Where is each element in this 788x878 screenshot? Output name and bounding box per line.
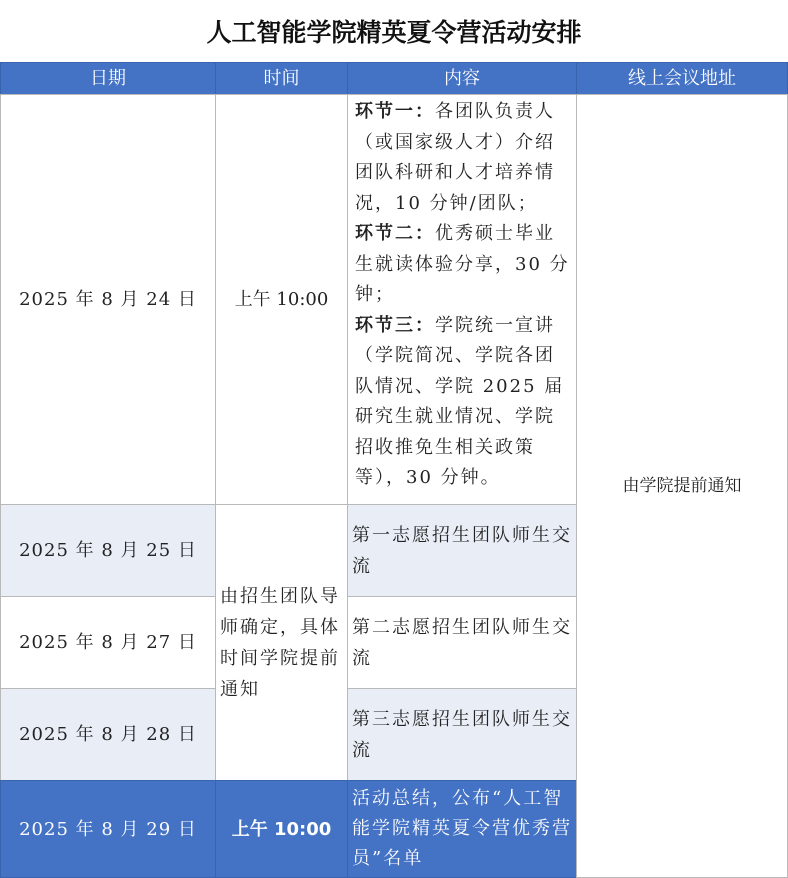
session-2-label: 环节二：: [355, 223, 435, 244]
header-time: 时间: [215, 62, 348, 95]
session-1: [355, 97, 570, 219]
row-date-0825: 2025 年 8 月 25 日: [0, 504, 216, 597]
row-content-0829: 活动总结，公布“人工智能学院精英夏令营优秀营员”名单: [347, 780, 577, 878]
session-3-text: 学院统一宣讲（学院简况、学院各团队情况、学院 2025 届研究生就业情况、学院招收推免生相关政策等），30 分钟。: [355, 314, 565, 488]
row-date-0828: 2025 年 8 月 28 日: [0, 688, 216, 781]
session-2-text: 优秀硕士毕业生就读体验分享，30 分钟；: [355, 223, 570, 305]
merged-time-cell: 由招生团队导师确定，具体时间学院提前通知: [215, 504, 348, 781]
session-1-text: 各团队负责人（或国家级人才）介绍团队科研和人才培养情况，10 分钟/团队；: [355, 101, 555, 214]
row-date-0829: 2025 年 8 月 29 日: [0, 780, 216, 878]
row-date-0824: 2025 年 8 月 24 日: [0, 94, 216, 505]
session-3-label: 环节三：: [355, 314, 435, 336]
row-content-0824: [347, 94, 577, 505]
header-date: 日期: [0, 62, 216, 95]
row-time-0829: 上午 10:00: [215, 780, 348, 878]
row-content-0827: 第二志愿招生团队师生交流: [347, 596, 577, 689]
session-1-label: 环节一：: [355, 101, 435, 122]
row-content-0825: 第一志愿招生团队师生交流: [347, 504, 577, 597]
row-time-0824: 上午 10:00: [215, 94, 348, 505]
header-content: 内容: [347, 62, 577, 95]
online-address-cell: 由学院提前通知: [576, 94, 788, 878]
session-2: [355, 219, 570, 311]
header-online-address: 线上会议地址: [576, 62, 788, 95]
session-3: [355, 311, 570, 494]
row-date-0827: 2025 年 8 月 27 日: [0, 596, 216, 689]
row-content-0828: 第三志愿招生团队师生交流: [347, 688, 577, 781]
page-title: 人工智能学院精英夏令营活动安排: [206, 18, 582, 47]
